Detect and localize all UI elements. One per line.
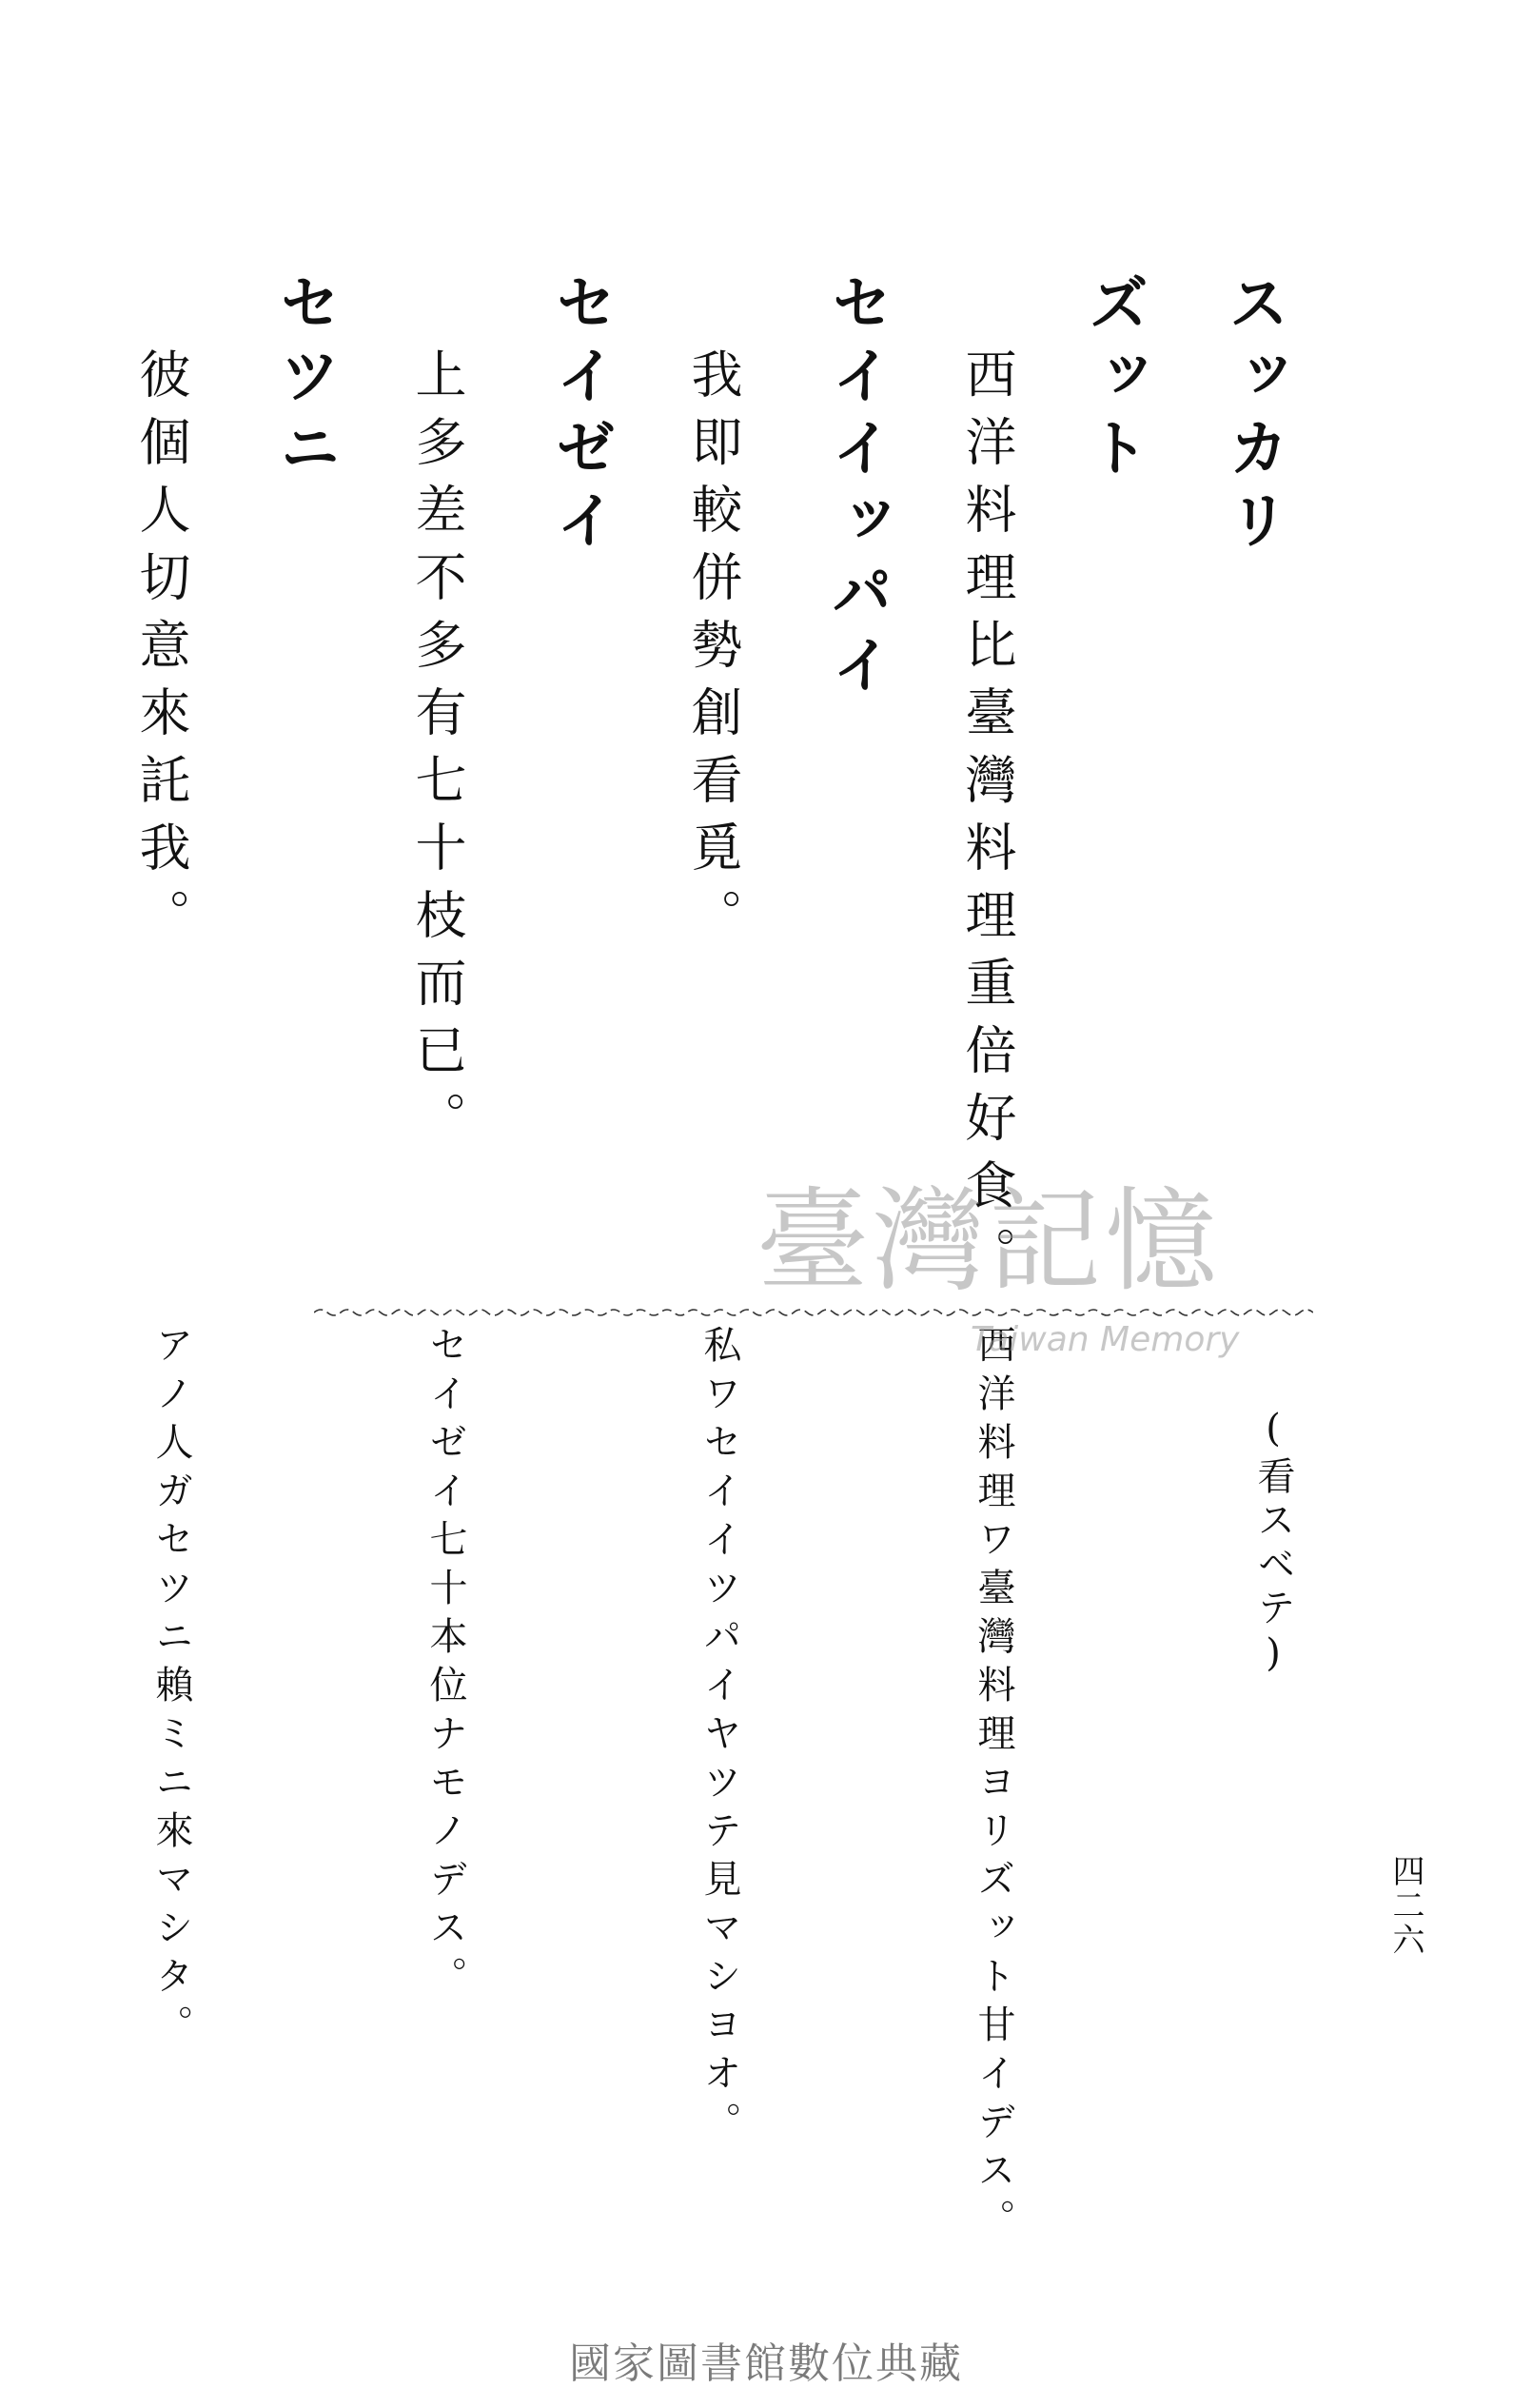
heading-seizei: セイゼイ [545,271,616,561]
heading-sukkari: スッカリ [1218,271,1288,561]
example-sentence: 上多差不多有七十枝而已。 [407,347,467,1158]
translation-sentence: 私ワセイイツパイヤツテ見マシヨオ。 [697,1325,741,2150]
translation-sentence: 西洋料理ワ臺灣料理ヨリズット甘イデス。 [972,1325,1015,2247]
watermark-title: 臺灣記憶 [756,1175,1222,1307]
example-sentence: 彼個人切意來託我。 [131,347,191,956]
heading-setsuni: セツニ [269,271,340,488]
watermark-subtitle: Taiwan Memory [971,1320,1240,1359]
translation-sentence: アノ人ガセツニ賴ミニ來マシタ。 [149,1325,193,2053]
heading-seiippai: セイイッパイ [821,271,892,705]
example-sentence: 我即較併勢創看覓。 [683,347,743,956]
wavy-divider [314,1306,1313,1319]
translation-sentence: セイゼイ七十本位ナモノデス。 [423,1325,467,2004]
note-look-all: (看スベテ) [1251,1407,1295,1681]
footer-credit: 國家圖書館數位典藏 [569,2339,963,2388]
example-sentence: 西洋料理比臺灣料理重倍好食。 [957,347,1017,1293]
heading-zutto: ズット [1078,271,1149,488]
page-number: 四二六 [1386,1854,1424,1957]
taiwan-memory-watermark [756,1175,1289,1375]
